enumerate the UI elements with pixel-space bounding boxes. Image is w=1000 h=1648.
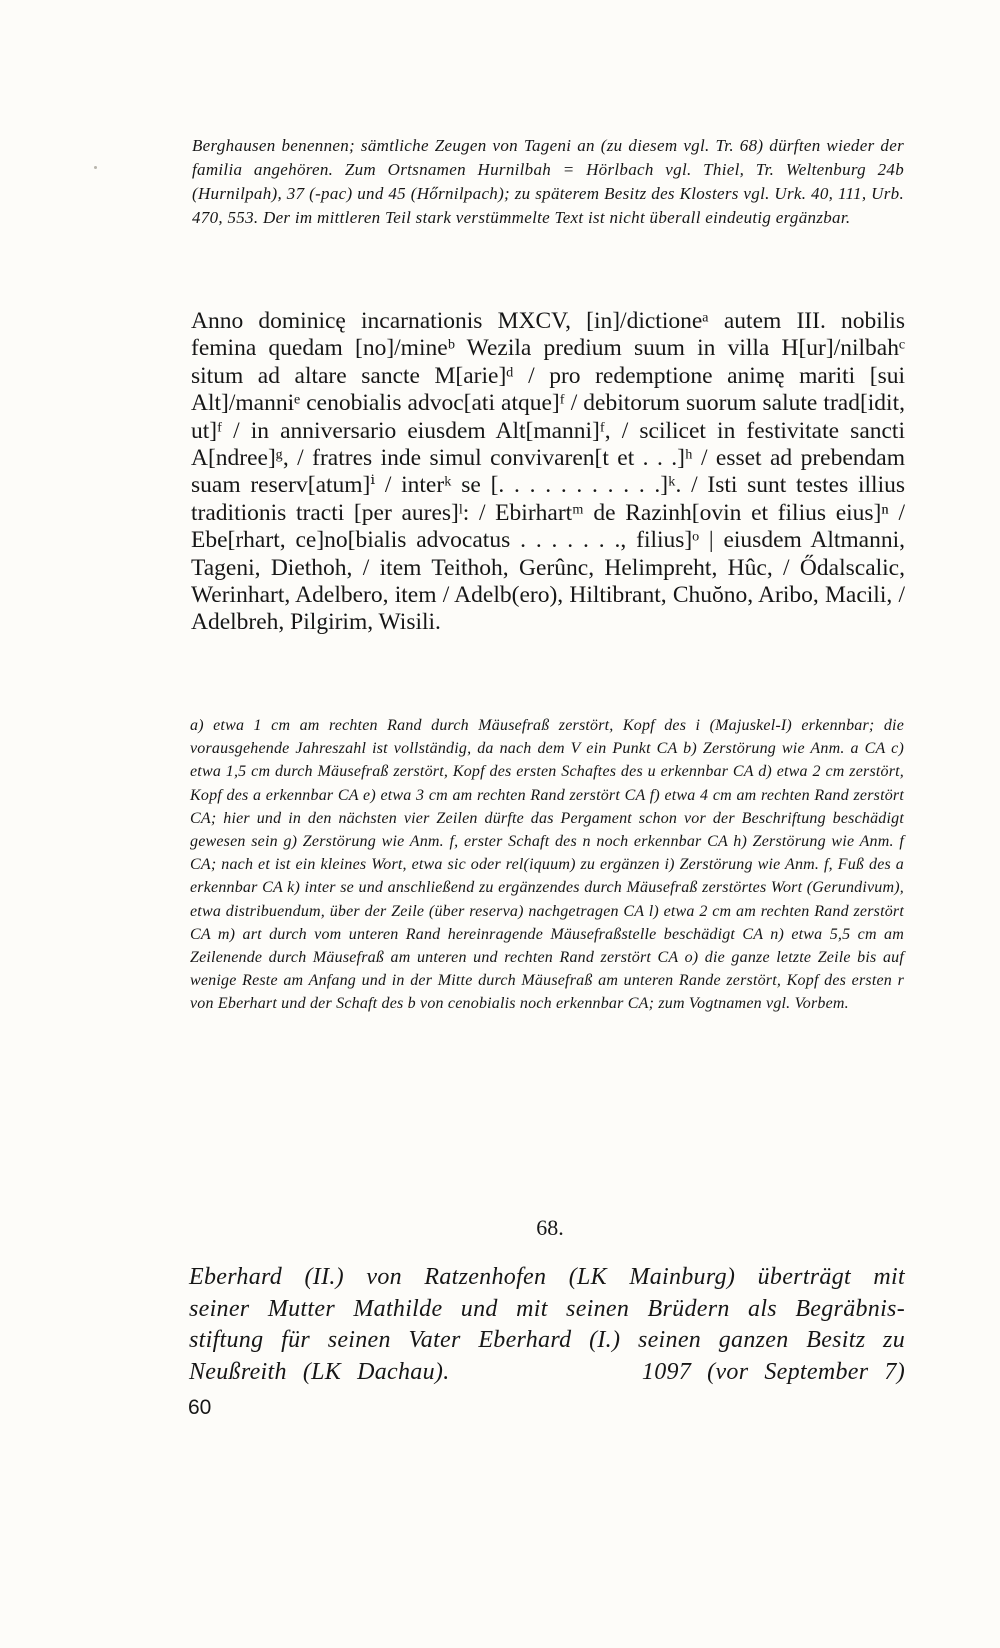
regest-line: Neußreith (LK Dachau). 1097 (vor September 7) bbox=[189, 1358, 905, 1385]
page-number: 60 bbox=[188, 1396, 212, 1419]
preliminary-remarks bbox=[192, 134, 904, 230]
regest-line: seiner Mutter Mathilde und mit seinen Brüdern als Begräbnis- bbox=[189, 1295, 905, 1322]
document-number: 68. bbox=[536, 1215, 564, 1240]
critical-apparatus bbox=[190, 714, 904, 1016]
critical-apparatus-text: a) etwa 1 cm am rechten Rand durch Mäusefraß zerstört, Kopf des i (Majuskel-I) erkennbar; die vorausgehende Jahreszahl ist vollständig, da nach dem V ein Punkt CA b) Zerstörung wie Anm. a CA c) etwa 1,5 cm durch Mäusefraß zerstört, Kopf des ersten Schaftes des u erkennbar CA d) etwa 2 cm zerstört, Kopf des a erkennbar CA e) etwa 3 cm am rechten Rand zerstört CA f) etwa 4 cm am rechten Rand zerstört CA; hier und in den nächsten vier Zeilen dürfte das Pergament schon vor der Beschriftung beschädigt gewesen sein g) Zerstörung wie Anm. f, erster Schaft des n noch erkennbar CA h) Zerstörung wie Anm. f CA; nach et ist ein kleines Wort, etwa sic oder rel(iquum) zu ergänzen i) Zerstörung wie Anm. f, Fuß des a erkennbar CA k) inter se und anschließend zu ergänzendes durch Mäusefraß zerstörtes Wort (Gerundivum), etwa distribuendum, über der Zeile (über reserva) nachgetragen CA l) etwa 2 cm am rechten Rand zerstört CA m) art durch vom unteren Rand hereinragende Mäusefraßstelle beschädigt CA n) etwa 5,5 cm am Zeilenende durch Mäusefraß am unteren und rechten Rand zerstört CA o) die ganze letzte Zeile bis auf wenige Reste am Anfang und in der Mitte durch Mäusefraß am unteren Rande zerstört, Kopf des ersten r von Eberhart und der Schaft des b von cenobialis noch erkennbar CA; zum Vogtnamen vgl. Vorbem. bbox=[190, 717, 904, 1013]
preliminary-remarks-text: Berghausen benennen; sämtliche Zeugen von Tageni an (zu diesem vgl. Tr. 68) dürften wieder der familia angehören. Zum Ortsnamen Hurnilbah = Hörlbach vgl. Thiel, Tr. Weltenburg 24b (Hurnilpah), 37 (-pac) und 45 (Hőrnilpach); zu späterem Besitz des Klosters vgl. Urk. 40, 111, Urb. 470, 553. Der im mittleren Teil stark verstümmelte Text ist nicht überall eindeutig ergänzbar. bbox=[192, 136, 904, 227]
charter-text-body: Anno dominicę incarnationis MXCV, [in]/dictioneᵃ autem III. nobilis femina quedam [no]/mineᵇ Wezila predium suum in villa H[ur]/nilbahᶜ situm ad altare sancte M[arie]ᵈ / pro redemptione animę mariti [sui Alt]/manniᵉ cenobialis advoc[ati atque]ᶠ / debitorum suorum salute trad[idit, ut]ᶠ / in anniversario eiusdem Alt[manni]ᶠ, / scilicet in festivitate sancti A[ndree]ᵍ, / fratres inde simul convivaren[t et . . .]ʰ / esset ad prebendam suam reserv[atum]ⁱ / interᵏ se [. . . . . . . . . . .]ᵏ. / Isti sunt testes illius traditionis tracti [per aures]ˡ: / Ebirhartᵐ de Razinh[ovin et filius eius]ⁿ / Ebe[rhart, ce]no[bialis advocatus . . . . . . ., filius]ᵒ | eiusdem Altmanni, Tageni, Diethoh, / item Teithoh, Gerûnc, Helimpreht, Hûc, / Ődalscalic, Werinhart, Adelbero, item / Adelb(ero), Hiltibrant, Chuŏno, Aribo, Macili, / Adelbreh, Pilgirim, Wisili. bbox=[191, 308, 905, 636]
charter-text bbox=[191, 308, 905, 637]
regest-line: Eberhard (II.) von Ratzenhofen (LK Mainburg) überträgt mit bbox=[189, 1264, 905, 1290]
margin-speck bbox=[94, 166, 97, 169]
regest-line: stiftung für seinen Vater Eberhard (I.) seinen ganzen Besitz zu bbox=[189, 1327, 905, 1353]
regest bbox=[189, 1262, 905, 1388]
